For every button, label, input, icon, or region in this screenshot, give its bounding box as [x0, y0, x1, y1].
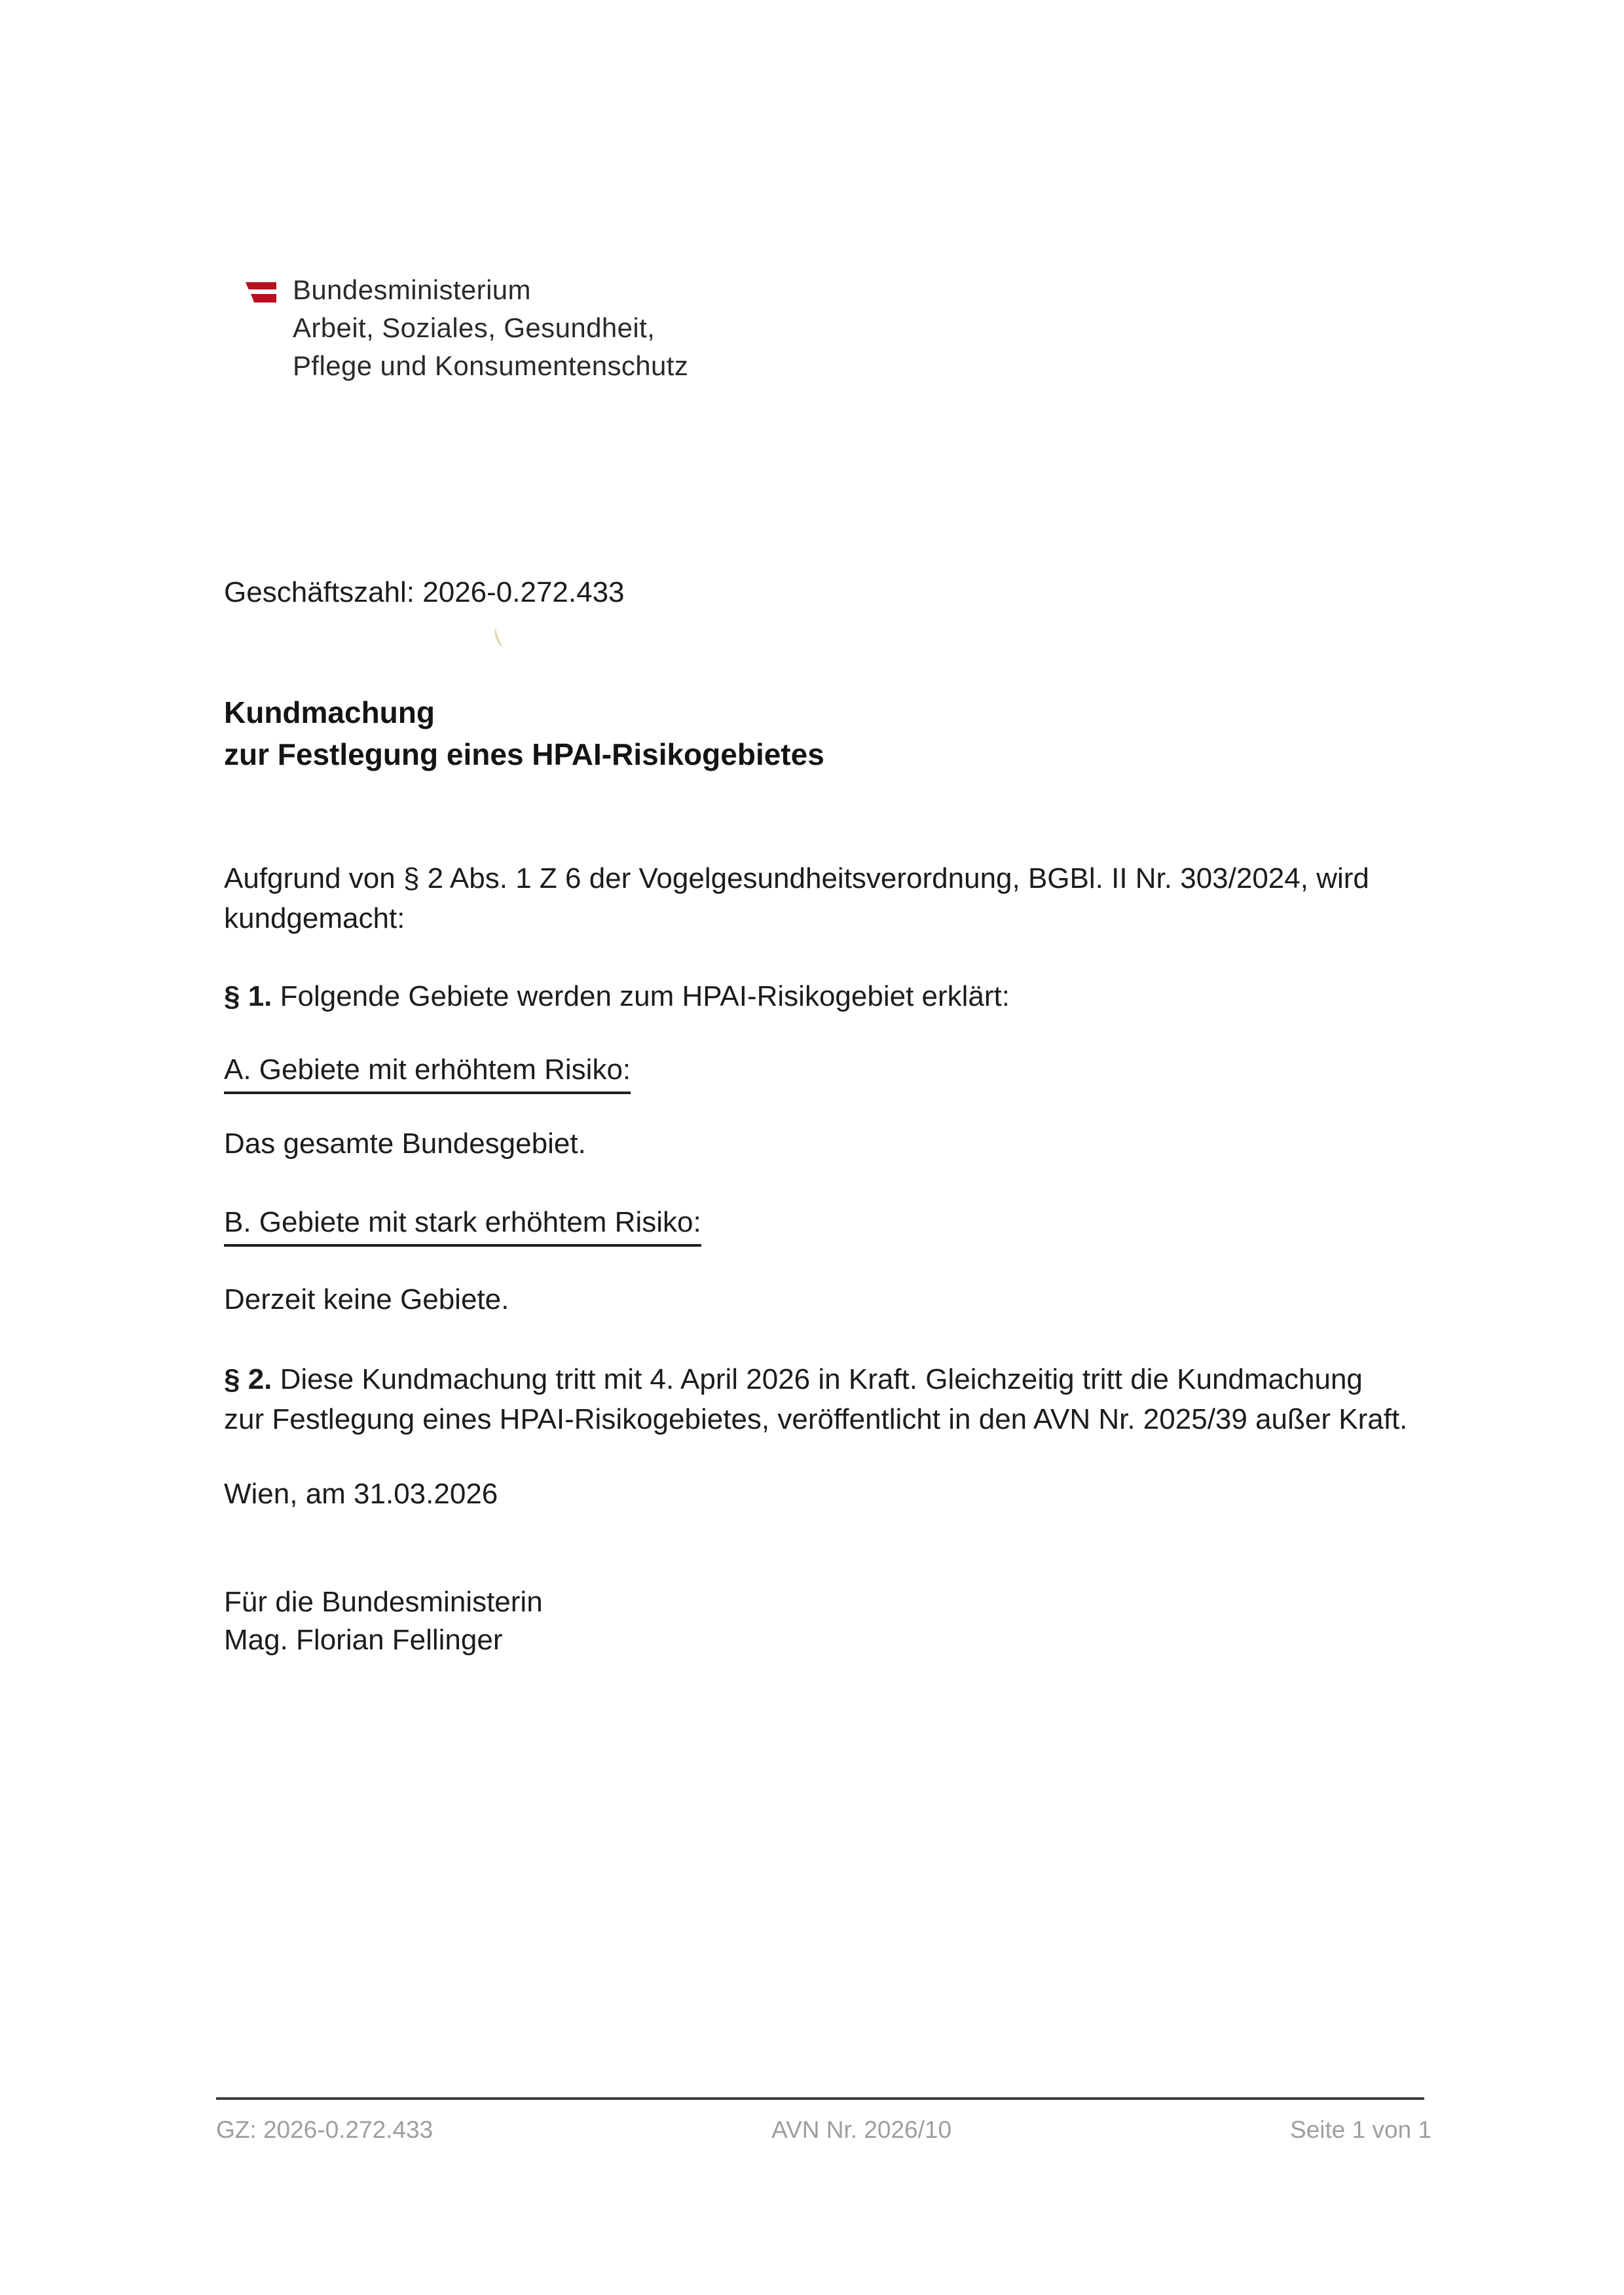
reference-number: Geschäftszahl: 2026-0.272.433	[224, 576, 625, 608]
scan-artifact-mark	[492, 627, 507, 648]
flag-bar-top	[246, 282, 276, 289]
footer-avn: AVN Nr. 2026/10	[771, 2116, 952, 2143]
paragraph-2	[224, 1359, 1481, 1439]
paragraph-1-text: Folgende Gebiete werden zum HPAI-Risikogebiet erklärt:	[272, 980, 1010, 1012]
section-b-text: Derzeit keine Gebiete.	[224, 1283, 509, 1315]
document-title: Kundmachung zur Festlegung eines HPAI-Risikogebietes	[224, 695, 824, 771]
ministry-logo	[246, 282, 276, 303]
footer-page-number: Seite 1 von 1	[1290, 2116, 1431, 2143]
footer-gz: GZ: 2026-0.272.433	[216, 2116, 434, 2143]
place-date: Wien, am 31.03.2026	[224, 1478, 498, 1510]
ministry-name: Bundesministerium Arbeit, Soziales, Gesundheit, Pflege und Konsumentenschutz	[293, 274, 689, 381]
paragraph-2-line2: zur Festlegung eines HPAI-Risikogebietes, veröffentlicht in den AVN Nr. 2025/39 außer Kraft.	[224, 1403, 1408, 1435]
footer-rule	[216, 2097, 1424, 2100]
section-b-heading-row	[224, 1202, 701, 1247]
flag-bar-bottom	[251, 294, 276, 303]
paragraph-2-line1	[224, 1359, 1481, 1399]
paragraph-2-ref: § 2.	[224, 1363, 272, 1395]
austria-flag-icon	[246, 282, 276, 303]
paragraph-1-ref: § 1.	[224, 980, 272, 1012]
footer	[216, 2115, 1431, 2145]
section-a-text: Das gesamte Bundesgebiet.	[224, 1128, 586, 1160]
section-b-heading: B. Gebiete mit stark erhöhtem Risiko:	[224, 1202, 701, 1247]
signature-block: Für die Bundesministerin Mag. Florian Fellinger	[224, 1586, 543, 1656]
section-a-heading: A. Gebiete mit erhöhtem Risiko:	[224, 1050, 631, 1094]
paragraph-1	[224, 976, 1481, 1016]
section-a-heading-row	[224, 1050, 631, 1094]
intro-paragraph: Aufgrund von § 2 Abs. 1 Z 6 der Vogelgesundheitsverordnung, BGBl. II Nr. 303/2024, wird kundgemacht:	[224, 862, 1369, 934]
paragraph-2-line1-text: Diese Kundmachung tritt mit 4. April 2026 in Kraft. Gleichzeitig tritt die Kundmachung	[272, 1363, 1363, 1395]
